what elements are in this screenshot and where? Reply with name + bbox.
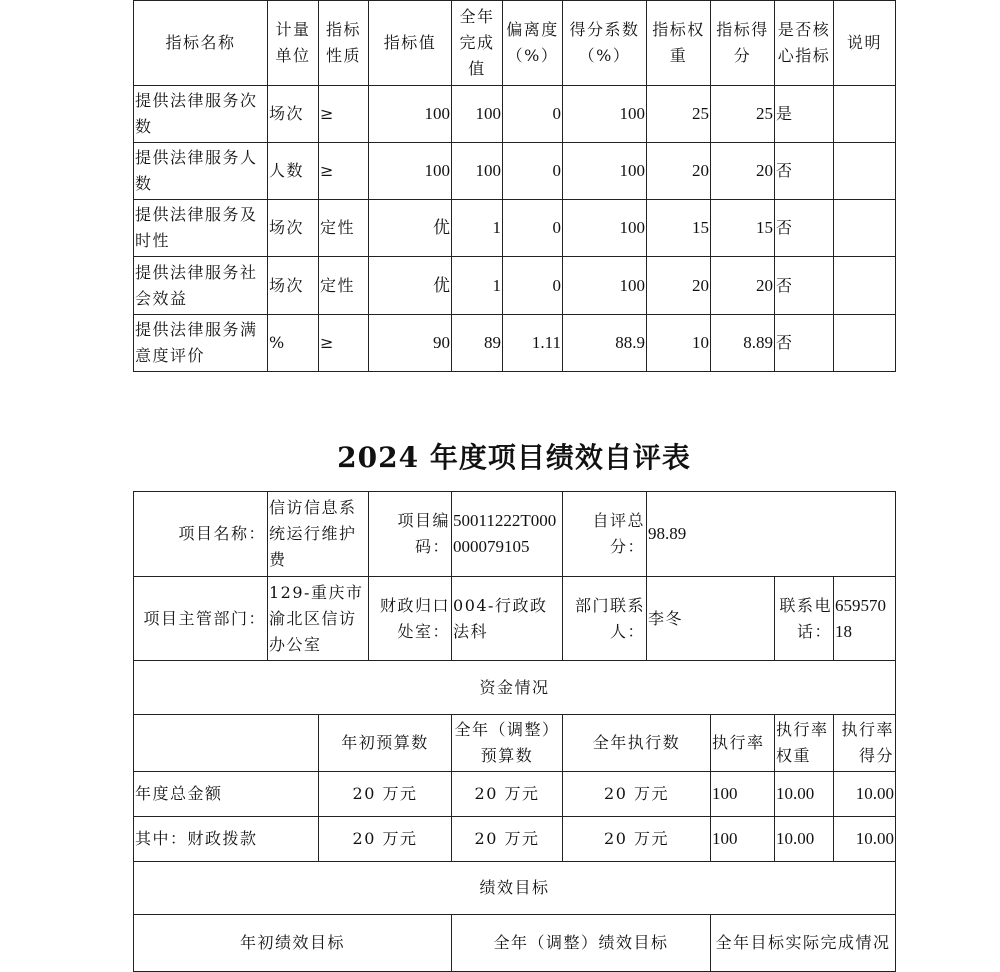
header-cell: 年初绩效目标 xyxy=(134,915,452,972)
table-cell: 100 xyxy=(563,200,647,257)
table-cell: 提供法律服务及时性 xyxy=(134,200,268,257)
table-cell: 100 xyxy=(369,143,452,200)
table-cell: 优 xyxy=(369,200,452,257)
header-cell: 执行率权重 xyxy=(775,715,834,772)
table-cell xyxy=(834,315,896,372)
cell: 20 万元 xyxy=(319,772,452,817)
funds-row-label: 其中：财政拨款 xyxy=(134,817,319,862)
table-row xyxy=(134,257,896,315)
table-cell: 0 xyxy=(503,86,563,143)
indicator-table xyxy=(133,0,896,372)
header-cell: 全年（调整）绩效目标 xyxy=(452,915,711,972)
table-cell: 场次 xyxy=(268,86,319,143)
table-cell: 提供法律服务满意度评价 xyxy=(134,315,268,372)
header-cell: 指标值 xyxy=(369,1,452,86)
table-cell: 20 xyxy=(647,257,711,315)
table-cell: 否 xyxy=(775,200,834,257)
table-cell: 1.11 xyxy=(503,315,563,372)
finance-label: 财政归口处室： xyxy=(369,577,452,661)
blank-cell xyxy=(134,715,319,772)
table-cell: 场次 xyxy=(268,200,319,257)
table-cell xyxy=(834,257,896,315)
table-cell: % xyxy=(268,315,319,372)
table-cell: 提供法律服务次数 xyxy=(134,86,268,143)
phone-label: 联系电话： xyxy=(775,577,834,661)
table-cell: 20 xyxy=(711,257,775,315)
table-cell: ≥ xyxy=(319,86,369,143)
table-cell: 88.9 xyxy=(563,315,647,372)
cell: 20 万元 xyxy=(563,817,711,862)
table-cell: 定性 xyxy=(319,200,369,257)
table-cell: 场次 xyxy=(268,257,319,315)
table-cell: 优 xyxy=(369,257,452,315)
dept: 129-重庆市渝北区信访办公室 xyxy=(268,577,369,661)
header-cell: 指标得分 xyxy=(711,1,775,86)
project-code-label: 项目编码： xyxy=(369,492,452,577)
table-cell: 否 xyxy=(775,257,834,315)
project-name-label: 项目名称： xyxy=(134,492,268,577)
cell: 20 万元 xyxy=(563,772,711,817)
project-name: 信访信息系统运行维护费 xyxy=(268,492,369,577)
cell: 100 xyxy=(711,817,775,862)
table-cell xyxy=(834,143,896,200)
header-cell: 全年完成值 xyxy=(452,1,503,86)
cell: 10.00 xyxy=(834,817,896,862)
header-cell: 执行率 xyxy=(711,715,775,772)
table-cell: 否 xyxy=(775,143,834,200)
funds-row xyxy=(134,817,896,862)
header-cell: 计量单位 xyxy=(268,1,319,86)
table-cell: 100 xyxy=(563,257,647,315)
table-cell xyxy=(834,200,896,257)
cell: 20 万元 xyxy=(452,772,563,817)
dept-label: 项目主管部门： xyxy=(134,577,268,661)
project-row xyxy=(134,492,896,577)
table-cell: 100 xyxy=(452,86,503,143)
header-cell: 全年（调整）预算数 xyxy=(452,715,563,772)
table-cell: 100 xyxy=(452,143,503,200)
header-cell: 指标权重 xyxy=(647,1,711,86)
finance: 004-行政政法科 xyxy=(452,577,563,661)
header-cell: 说明 xyxy=(834,1,896,86)
cell: 20 万元 xyxy=(319,817,452,862)
table-cell: 0 xyxy=(503,143,563,200)
header-cell: 执行率得分 xyxy=(834,715,896,772)
table-cell: 提供法律服务社会效益 xyxy=(134,257,268,315)
header-cell: 年初预算数 xyxy=(319,715,452,772)
goals-header-row xyxy=(134,915,896,972)
table-cell: 25 xyxy=(647,86,711,143)
cell: 100 xyxy=(711,772,775,817)
contact: 李冬 xyxy=(647,577,775,661)
contact-label: 部门联系人： xyxy=(563,577,647,661)
table-cell: 90 xyxy=(369,315,452,372)
table-cell: 100 xyxy=(563,86,647,143)
cell: 20 万元 xyxy=(452,817,563,862)
funds-header-row xyxy=(134,715,896,772)
table-cell: 1 xyxy=(452,257,503,315)
table-cell: 8.89 xyxy=(711,315,775,372)
header-cell: 是否核心指标 xyxy=(775,1,834,86)
table-cell: 是 xyxy=(775,86,834,143)
table-cell: 否 xyxy=(775,315,834,372)
table-cell: 人数 xyxy=(268,143,319,200)
phone: 65957018 xyxy=(834,577,896,661)
cell: 10.00 xyxy=(834,772,896,817)
table-cell: 100 xyxy=(369,86,452,143)
table-cell: 0 xyxy=(503,200,563,257)
table-cell: ≥ xyxy=(319,143,369,200)
funds-row xyxy=(134,772,896,817)
project-code: 50011222T000000079105 xyxy=(452,492,563,577)
score-label: 自评总分： xyxy=(563,492,647,577)
cell: 10.00 xyxy=(775,772,834,817)
self-evaluation-table xyxy=(133,491,896,972)
header-cell: 指标名称 xyxy=(134,1,268,86)
header-cell: 全年目标实际完成情况 xyxy=(711,915,896,972)
funds-row-label: 年度总金额 xyxy=(134,772,319,817)
table-cell xyxy=(834,86,896,143)
goals-title: 绩效目标 xyxy=(134,862,896,915)
header-cell: 偏离度（%） xyxy=(503,1,563,86)
cell: 10.00 xyxy=(775,817,834,862)
table-row xyxy=(134,86,896,143)
table-cell: 15 xyxy=(711,200,775,257)
funds-title: 资金情况 xyxy=(134,661,896,715)
table-cell: 20 xyxy=(647,143,711,200)
table-cell: 提供法律服务人数 xyxy=(134,143,268,200)
table-cell: 89 xyxy=(452,315,503,372)
score: 98.89 xyxy=(647,492,896,577)
table-cell: 0 xyxy=(503,257,563,315)
header-row xyxy=(134,1,896,86)
table-row xyxy=(134,143,896,200)
table-row xyxy=(134,200,896,257)
table-cell: 100 xyxy=(563,143,647,200)
table-cell: 10 xyxy=(647,315,711,372)
header-cell: 指标性质 xyxy=(319,1,369,86)
table-cell: 定性 xyxy=(319,257,369,315)
table-cell: 25 xyxy=(711,86,775,143)
table-cell: ≥ xyxy=(319,315,369,372)
table-cell: 20 xyxy=(711,143,775,200)
table-cell: 15 xyxy=(647,200,711,257)
page-title: 2024 年度项目绩效自评表 xyxy=(337,441,691,474)
header-cell: 得分系数（%） xyxy=(563,1,647,86)
header-cell: 全年执行数 xyxy=(563,715,711,772)
table-row xyxy=(134,315,896,372)
dept-row xyxy=(134,577,896,661)
table-cell: 1 xyxy=(452,200,503,257)
